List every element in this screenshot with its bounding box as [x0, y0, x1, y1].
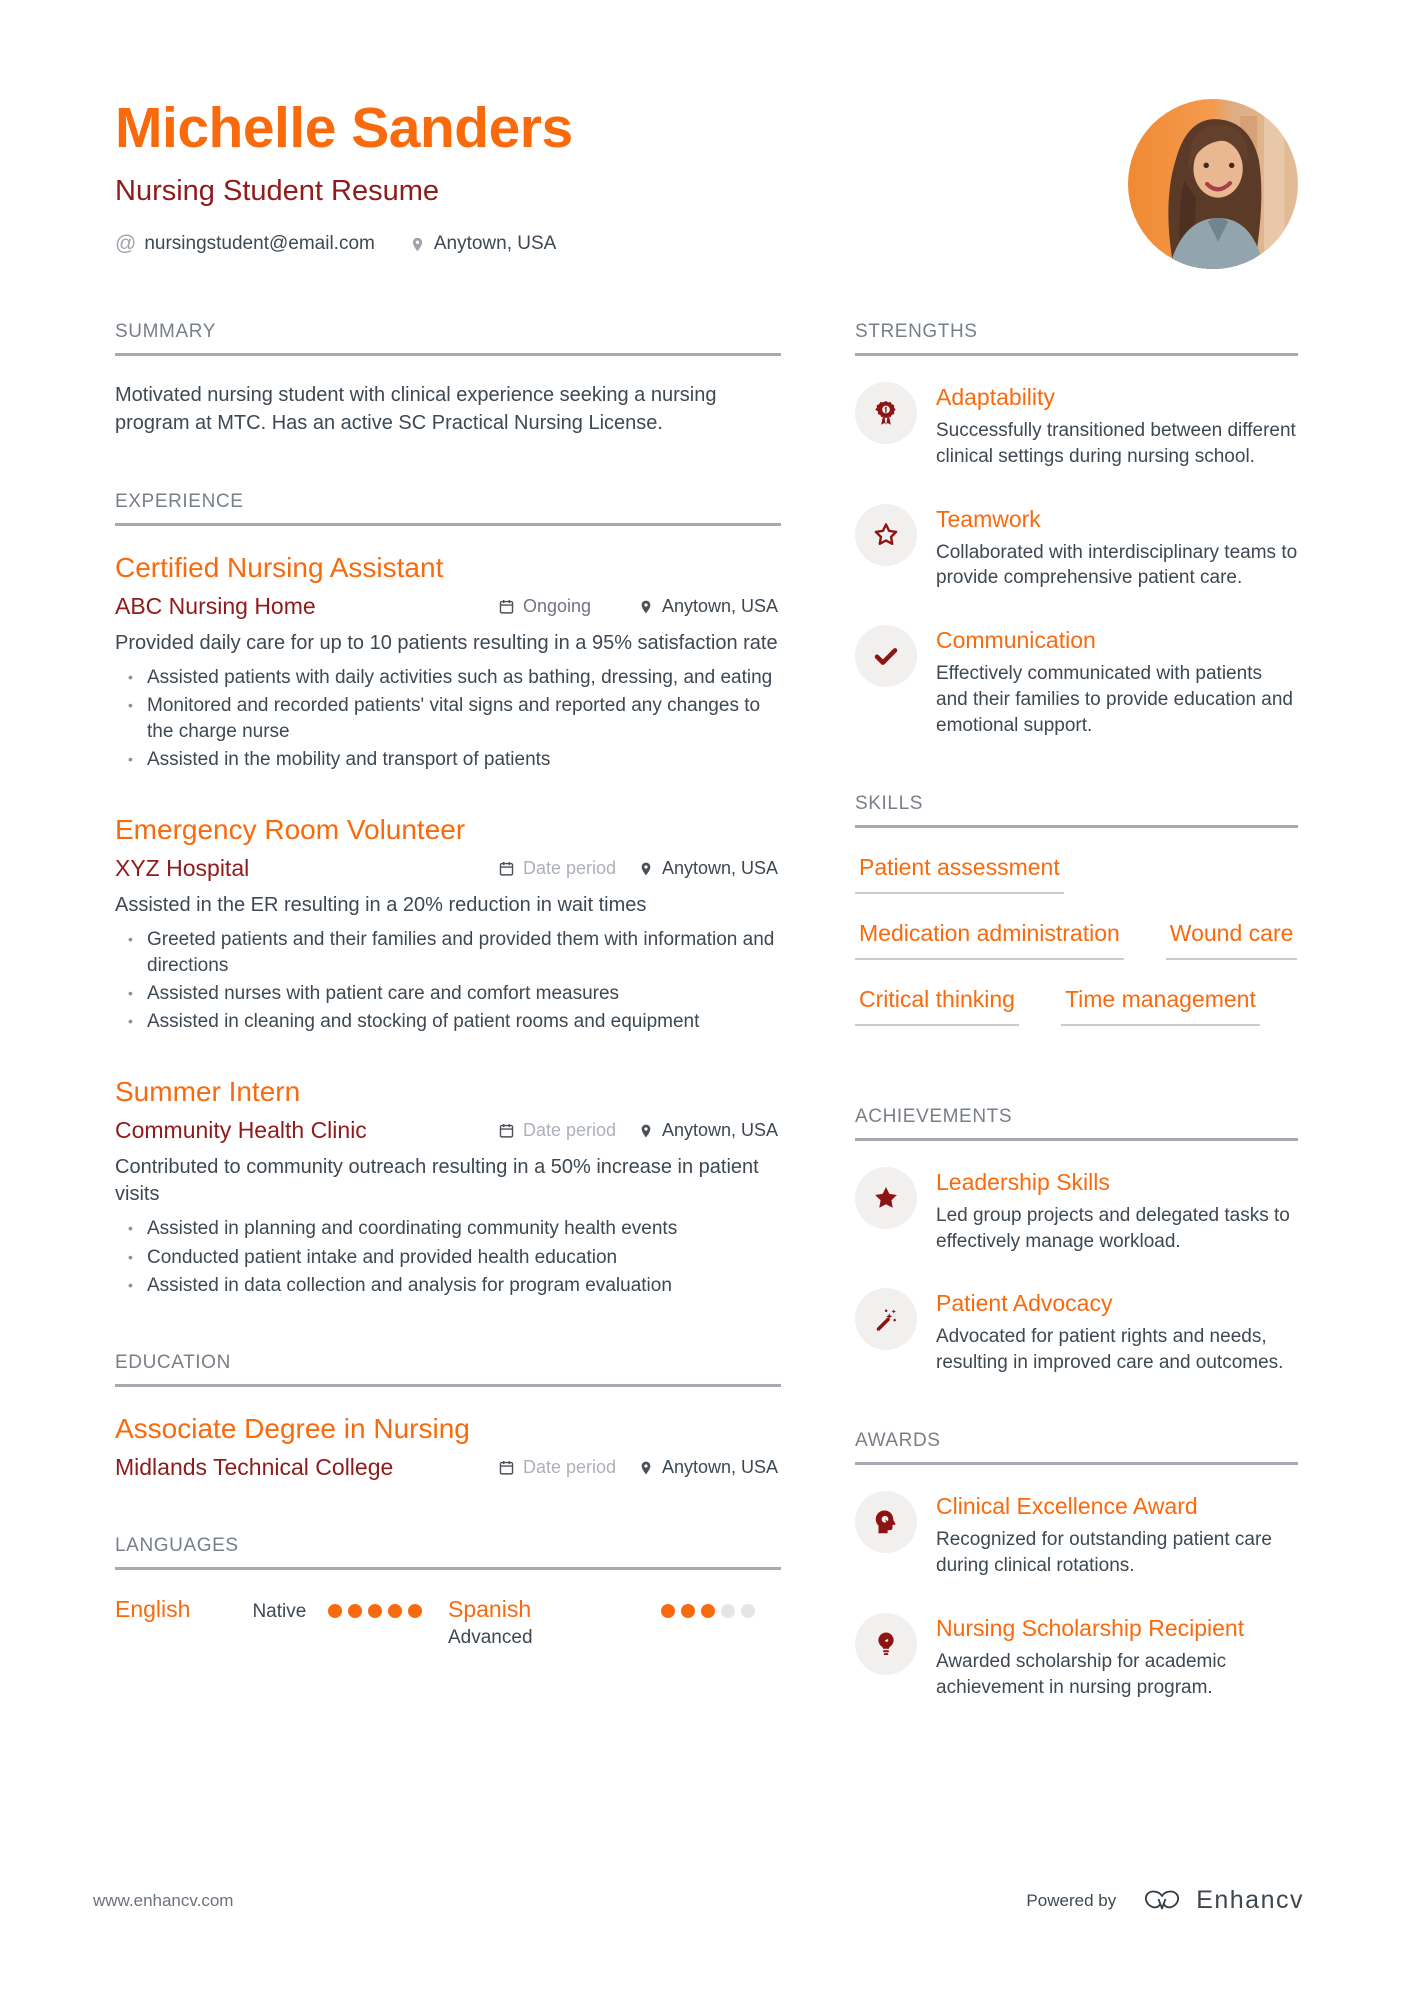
location-pin-icon — [638, 599, 654, 615]
job-meta-row — [115, 855, 781, 882]
calendar-icon — [498, 1459, 515, 1476]
languages-section — [115, 1535, 781, 1649]
job-title: Certified Nursing Assistant — [115, 552, 444, 584]
job-summary: Assisted in the ER resulting in a 20% reduction in wait times — [115, 894, 647, 917]
column-gap — [781, 321, 855, 1700]
strength-icon-circle — [855, 504, 917, 566]
language-name: Spanish — [448, 1596, 532, 1623]
job-entry — [115, 814, 781, 1034]
proficiency-dot-empty — [721, 1604, 735, 1618]
achievement-icon-circle — [855, 1167, 917, 1229]
achievement-icon-circle — [855, 1288, 917, 1350]
summary-section — [115, 321, 781, 437]
education-section — [115, 1352, 781, 1481]
wand-icon — [871, 1304, 901, 1334]
content-columns — [115, 321, 1298, 1700]
job-company: Community Health Clinic — [115, 1117, 367, 1144]
location-item — [409, 233, 557, 255]
job-bullet-list — [115, 927, 781, 1034]
job-bullet-list — [115, 1216, 781, 1298]
location-pin-icon — [638, 1460, 654, 1476]
contact-row — [115, 232, 573, 256]
calendar-icon — [498, 860, 515, 877]
award-text: Recognized for outstanding patient care during clinical rotations. — [936, 1529, 1272, 1576]
skills-heading: SKILLS — [855, 793, 1298, 828]
proficiency-dot-filled — [408, 1604, 422, 1618]
language-proficiency-dots — [328, 1604, 422, 1618]
job-summary: Contributed to community outreach resulting in a 50% increase in patient visits — [115, 1156, 759, 1206]
job-location: Anytown, USA — [638, 1120, 781, 1141]
proficiency-dot-filled — [661, 1604, 675, 1618]
skills-list — [855, 854, 1298, 1052]
achievements-section — [855, 1106, 1298, 1376]
achievement-title: Patient Advocacy — [936, 1290, 1113, 1317]
language-level: Advanced — [448, 1627, 533, 1649]
language-entry-spanish — [448, 1596, 781, 1649]
footer — [93, 1886, 1304, 1995]
strength-item — [855, 625, 1298, 738]
languages-row — [115, 1596, 781, 1649]
award-item — [855, 1491, 1298, 1579]
job-date: Date period — [498, 858, 638, 879]
proficiency-dot-filled — [348, 1604, 362, 1618]
calendar-icon — [498, 1122, 515, 1139]
location-pin-icon — [638, 861, 654, 877]
job-bullet: • Assisted in data collection and analysis for program evaluation — [115, 1273, 781, 1298]
job-date: Date period — [498, 1120, 638, 1141]
job-entry — [115, 1076, 781, 1298]
job-bullet: • Assisted in planning and coordinating community health events — [115, 1216, 781, 1241]
award-body — [936, 1491, 1298, 1579]
job-location: Anytown, USA — [638, 596, 781, 617]
strength-body — [936, 625, 1298, 738]
proficiency-dot-filled — [388, 1604, 402, 1618]
languages-heading: LANGUAGES — [115, 1535, 781, 1570]
proficiency-dot-filled — [328, 1604, 342, 1618]
proficiency-dot-filled — [681, 1604, 695, 1618]
brand-name: Enhancv — [1196, 1886, 1304, 1914]
language-info — [448, 1596, 533, 1649]
achievement-body — [936, 1167, 1298, 1255]
person-name: Michelle Sanders — [115, 96, 573, 160]
strengths-section — [855, 321, 1298, 739]
language-name: English — [115, 1596, 191, 1623]
job-location: Anytown, USA — [638, 858, 781, 879]
email-item — [115, 232, 375, 256]
medal-icon — [871, 398, 901, 428]
job-bullet: • Assisted in the mobility and transport of patients — [115, 747, 781, 772]
job-company: ABC Nursing Home — [115, 593, 316, 620]
education-date: Date period — [498, 1457, 638, 1478]
strength-item — [855, 382, 1298, 470]
location-pin-icon — [409, 236, 426, 253]
lightbulb-icon — [871, 1629, 901, 1659]
experience-section — [115, 491, 781, 1298]
strengths-heading: STRENGTHS — [855, 321, 1298, 356]
awards-section — [855, 1430, 1298, 1700]
proficiency-dot-empty — [741, 1604, 755, 1618]
skill-chip: Wound care — [1166, 920, 1298, 960]
calendar-icon — [498, 598, 515, 615]
powered-by-label: Powered by — [1026, 1890, 1117, 1910]
strength-text: Effectively communicated with patients and their families to provide education and emotional support. — [936, 663, 1294, 736]
skills-section — [855, 793, 1298, 1052]
job-bullet: • Assisted nurses with patient care and comfort measures — [115, 981, 781, 1006]
strength-icon-circle — [855, 382, 917, 444]
job-meta-row — [115, 1117, 781, 1144]
job-meta-row — [115, 593, 781, 620]
proficiency-dot-filled — [368, 1604, 382, 1618]
achievements-heading: ACHIEVEMENTS — [855, 1106, 1298, 1141]
achievement-body — [936, 1288, 1298, 1376]
job-summary: Provided daily care for up to 10 patients resulting in a 95% satisfaction rate — [115, 632, 778, 655]
skill-chip: Medication administration — [855, 920, 1124, 960]
education-meta-row — [115, 1454, 781, 1481]
achievement-text: Advocated for patient rights and needs, resulting in improved care and outcomes. — [936, 1326, 1284, 1374]
job-bullet: • Assisted in cleaning and stocking of patient rooms and equipment — [115, 1009, 781, 1034]
award-title: Nursing Scholarship Recipient — [936, 1614, 1245, 1641]
strength-body — [936, 504, 1298, 592]
achievement-item — [855, 1167, 1298, 1255]
strength-title: Adaptability — [936, 384, 1055, 410]
location-pin-icon — [638, 1123, 654, 1139]
job-bullet: • Assisted patients with daily activities such as bathing, dressing, and eating — [115, 665, 781, 690]
skill-chip: Patient assessment — [855, 854, 1064, 894]
award-item — [855, 1613, 1298, 1701]
avatar — [1128, 99, 1298, 269]
job-title: Summer Intern — [115, 1076, 301, 1108]
job-date: Ongoing — [498, 596, 638, 617]
education-heading: EDUCATION — [115, 1352, 781, 1387]
job-bullet: • Conducted patient intake and provided health education — [115, 1245, 781, 1270]
language-entry-english — [115, 1596, 448, 1649]
enhancv-logo-icon — [1140, 1887, 1184, 1914]
proficiency-dot-filled — [701, 1604, 715, 1618]
education-location: Anytown, USA — [638, 1457, 781, 1478]
job-entry — [115, 552, 781, 772]
strength-text: Successfully transitioned between different clinical settings during nursing school. — [936, 420, 1296, 467]
strength-title: Communication — [936, 627, 1096, 654]
award-text: Awarded scholarship for academic achievement in nursing program. — [936, 1650, 1227, 1698]
location-text: Anytown, USA — [433, 233, 557, 254]
job-bullet: • Greeted patients and their families and provided them with information and directions — [115, 927, 781, 978]
summary-heading: SUMMARY — [115, 321, 781, 356]
resume-title: Nursing Student Resume — [115, 175, 439, 207]
degree-title: Associate Degree in Nursing — [115, 1413, 470, 1445]
awards-heading: AWARDS — [855, 1430, 1298, 1465]
language-info — [115, 1596, 306, 1623]
strength-body — [936, 382, 1298, 470]
language-level: Native — [252, 1601, 307, 1623]
experience-heading: EXPERIENCE — [115, 491, 781, 526]
right-column — [855, 321, 1298, 1700]
achievement-text: Led group projects and delegated tasks to effectively manage workload. — [936, 1204, 1290, 1252]
header — [115, 95, 1298, 269]
achievement-title: Leadership Skills — [936, 1168, 1110, 1195]
summary-text: Motivated nursing student with clinical experience seeking a nursing program at MTC. Has an active SC Practical Nursing License. — [115, 384, 717, 434]
footer-website: www.enhancv.com — [93, 1890, 234, 1910]
achievement-item — [855, 1288, 1298, 1376]
job-bullet-list — [115, 665, 781, 772]
check-icon — [871, 641, 901, 671]
star-icon — [871, 1183, 901, 1213]
award-title: Clinical Excellence Award — [936, 1493, 1198, 1520]
job-bullet: • Monitored and recorded patients' vital signs and reported any changes to the charge nurse — [115, 693, 781, 744]
email-icon: @ — [115, 232, 137, 255]
left-column — [115, 321, 781, 1700]
strength-icon-circle — [855, 625, 917, 687]
skill-chip: Time management — [1061, 986, 1260, 1026]
header-text — [115, 95, 573, 256]
brand-logo — [1140, 1886, 1304, 1915]
head-idea-icon — [871, 1507, 901, 1537]
avatar-photo-illustration — [1128, 99, 1298, 269]
strength-title: Teamwork — [936, 505, 1041, 532]
star-outline-icon — [871, 520, 901, 550]
award-icon-circle — [855, 1491, 917, 1553]
language-proficiency-dots — [661, 1604, 755, 1618]
strength-item — [855, 504, 1298, 592]
job-title: Emergency Room Volunteer — [115, 814, 466, 846]
strength-text: Collaborated with interdisciplinary teams to provide comprehensive patient care. — [936, 541, 1298, 589]
email-text: nursingstudent@email.com — [144, 233, 375, 254]
job-company: XYZ Hospital — [115, 855, 250, 882]
award-body — [936, 1613, 1298, 1701]
award-icon-circle — [855, 1613, 917, 1675]
skill-chip: Critical thinking — [855, 986, 1019, 1026]
school-name: Midlands Technical College — [115, 1454, 394, 1481]
powered-by — [1026, 1886, 1304, 1915]
